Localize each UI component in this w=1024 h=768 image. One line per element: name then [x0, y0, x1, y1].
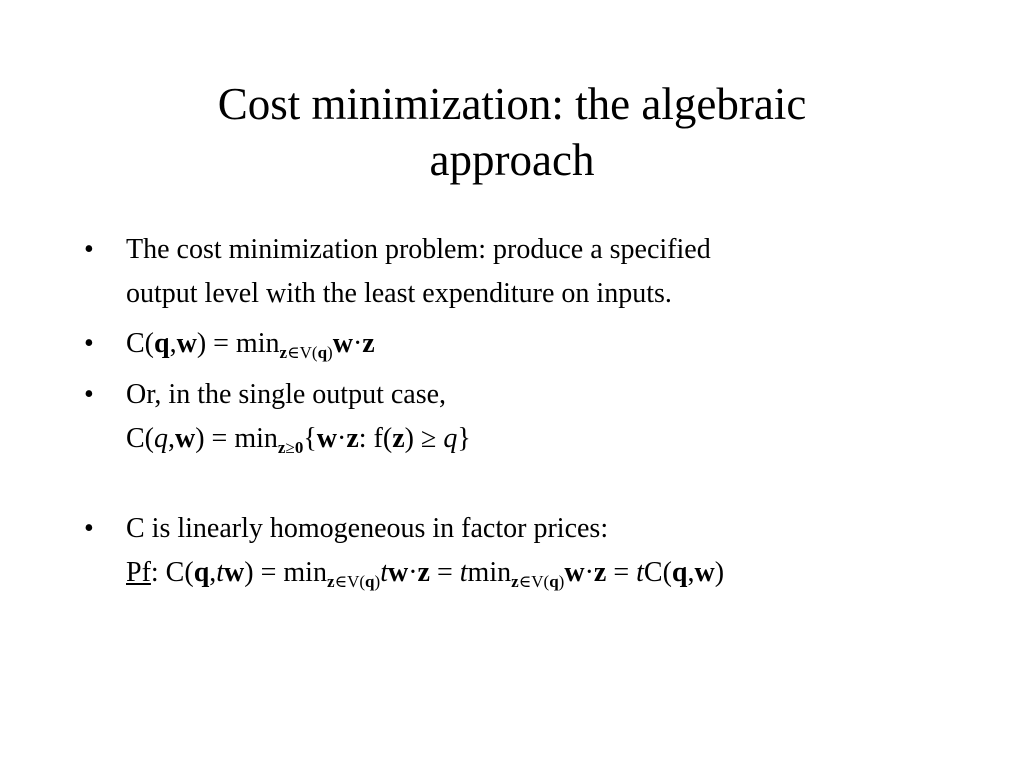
bullet-item-problem — [84, 228, 711, 316]
formula-var: w — [316, 423, 337, 454]
formula-text: ) = min — [195, 423, 278, 454]
bullet-dot: • — [84, 513, 94, 544]
formula-text: , — [168, 423, 175, 454]
formula-text: ) ≥ — [404, 423, 444, 454]
formula-var: z — [362, 328, 375, 359]
proof-line — [126, 551, 724, 595]
formula-text: , — [169, 328, 177, 359]
bullet-item-single-output — [84, 373, 471, 461]
formula-text: } — [457, 423, 471, 454]
formula-var: t — [216, 557, 225, 588]
formula-text: · — [584, 557, 594, 588]
formula-var: q — [154, 423, 168, 454]
bullet-item-cost-function — [84, 322, 375, 366]
formula-text: ) = min — [244, 557, 327, 588]
formula-var: q — [193, 557, 210, 588]
title-line-2: approach — [429, 135, 595, 185]
formula-subscript: z∈V(q) — [511, 572, 565, 591]
formula-var: z — [392, 423, 405, 454]
formula-var: z — [593, 557, 607, 588]
formula-var: w — [332, 328, 353, 359]
formula-var: t — [636, 557, 644, 588]
formula-var: q — [154, 328, 170, 359]
formula-text: { — [303, 423, 317, 454]
bullet-text-line: The cost minimization problem: produce a specified — [126, 234, 711, 265]
formula-text: = — [429, 557, 460, 588]
formula-text: · — [408, 557, 418, 588]
formula-text: min — [467, 557, 512, 588]
formula-text: C( — [126, 423, 154, 454]
formula-var: w — [387, 557, 409, 588]
formula-var: t — [459, 557, 468, 588]
bullet-item-homogeneity — [84, 507, 724, 595]
formula-subscript: z≥0 — [277, 438, 304, 457]
formula-var: w — [224, 557, 245, 588]
formula-line — [126, 417, 471, 461]
formula-text: · — [337, 423, 347, 454]
formula-text: · — [352, 328, 363, 359]
formula-text: = — [606, 557, 637, 588]
formula-text: ) = min — [196, 328, 280, 359]
formula-var: q — [671, 557, 688, 588]
formula-subscript: z∈V(q) — [326, 572, 381, 591]
formula-line — [126, 322, 375, 366]
proof-label: Pf — [126, 557, 151, 588]
formula-var: t — [380, 557, 388, 588]
formula-var: w — [175, 423, 196, 454]
slide-title — [0, 76, 1024, 188]
bullet-dot: • — [84, 328, 94, 359]
formula-var: w — [176, 328, 197, 359]
formula-var: z — [417, 557, 430, 588]
bullet-text-line: Or, in the single output case, — [126, 379, 447, 410]
formula-text: : f( — [358, 423, 393, 454]
bullet-dot: • — [84, 234, 94, 265]
formula-var: w — [564, 557, 585, 588]
formula-var: w — [694, 557, 715, 588]
bullet-text-line: output level with the least expenditure on inputs. — [126, 278, 672, 309]
formula-text: , — [209, 557, 217, 588]
bullet-dot: • — [84, 379, 94, 410]
formula-text: C( — [126, 328, 154, 359]
formula-text: ) — [714, 557, 725, 588]
formula-var: q — [443, 423, 458, 454]
formula-var: z — [346, 423, 359, 454]
formula-text: : C( — [150, 557, 194, 588]
title-line-1: Cost minimization: the algebraic — [217, 79, 807, 129]
formula-subscript: z∈V(q) — [279, 343, 333, 362]
formula-text: C( — [643, 557, 672, 588]
bullet-text-line: C is linearly homogeneous in factor prices: — [126, 513, 609, 544]
formula-text: , — [687, 557, 695, 588]
